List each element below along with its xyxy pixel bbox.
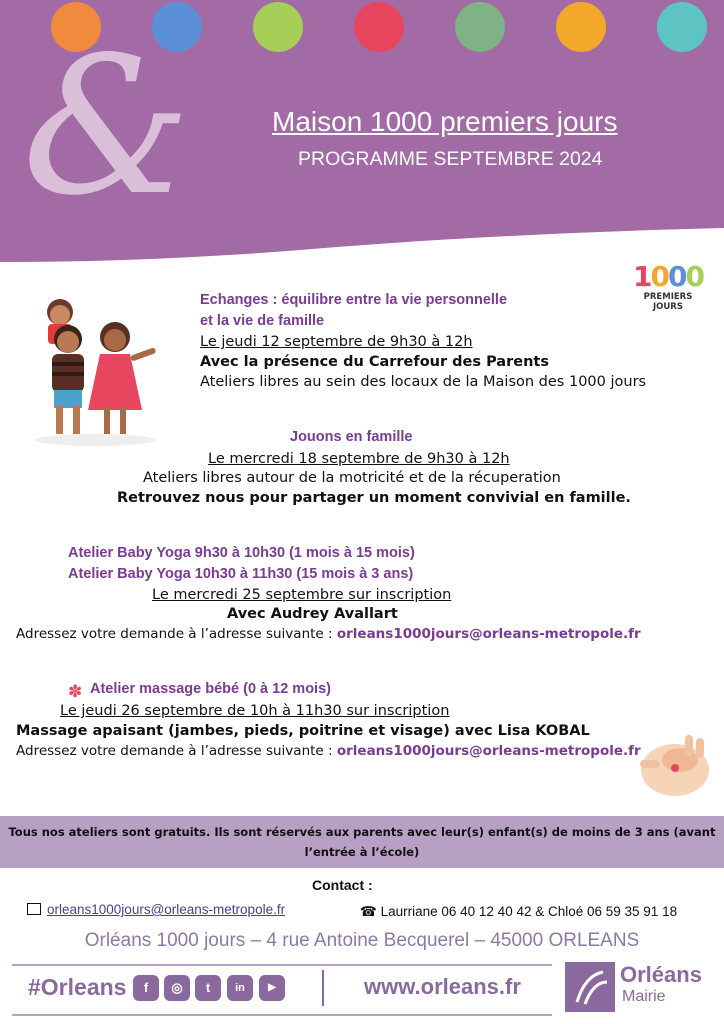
event2-date: Le mercredi 18 septembre de 9h30 à 12h [208, 451, 510, 467]
event3-email-link[interactable]: orleans1000jours@orleans-metropole.fr [336, 626, 641, 642]
event3-title-line1: Atelier Baby Yoga 9h30 à 10h30 (1 mois à 15 mois) [68, 545, 415, 561]
page-title: Maison 1000 premiers jours [272, 106, 618, 137]
event4-address-line [16, 743, 641, 759]
youtube-icon[interactable]: ▶ [259, 975, 285, 1001]
flower-icon: ✽ [68, 682, 83, 702]
event3-detail1: Avec Audrey Avallart [227, 606, 398, 622]
event1-title-line2: et la vie de famille [200, 313, 325, 329]
event4-email-link[interactable]: orleans1000jours@orleans-metropole.fr [336, 743, 641, 759]
event1-detail1: Avec la présence du Carrefour des Parents [200, 354, 549, 370]
brand-line1: Orléans [620, 962, 702, 987]
contact-phone-row [360, 904, 677, 920]
ampersand-logo: & [22, 16, 192, 237]
decor-dot-sage [455, 2, 505, 52]
twitter-icon[interactable]: t [195, 975, 221, 1001]
hashtag-orleans: #Orleans [28, 974, 127, 1000]
logo-line1: PREMIERS [643, 292, 693, 302]
event4-detail1: Massage apaisant (jambes, pieds, poitrine et visage) avec Lisa KOBAL [16, 723, 590, 739]
orleans-mairie-logo-mark [565, 962, 615, 1012]
phone-icon: ☎ [360, 904, 377, 919]
brand-line2: Mairie [622, 988, 666, 1005]
event2-detail1: Ateliers libres autour de la motricité et de la récuperation [143, 470, 561, 486]
postal-address: Orléans 1000 jours – 4 rue Antoine Becquerel – 45000 ORLEANS [84, 930, 640, 951]
logo-number: 1000 [633, 260, 703, 293]
contact-email-link[interactable]: orleans1000jours@orleans-metropole.fr [47, 902, 286, 917]
event2-detail2: Retrouvez nous pour partager un moment convivial en famille. [117, 490, 631, 506]
event3-address-prefix: Adressez votre demande à l’adresse suivante : [16, 626, 337, 642]
footer-separator [322, 970, 324, 1006]
event4-address-prefix: Adressez votre demande à l’adresse suivante : [16, 743, 337, 759]
decor-dot-teal [657, 2, 707, 52]
1000-premiers-jours-logo [630, 262, 706, 332]
contact-email-row [27, 902, 285, 917]
instagram-icon[interactable]: ◎ [164, 975, 190, 1001]
free-workshops-notice: Tous nos ateliers sont gratuits. Ils sont réservés aux parents avec leur(s) enfant(s) de moins de 3 ans (avant l’entrée à l’école) [0, 816, 724, 868]
event4-date: Le jeudi 26 septembre de 10h à 11h30 sur inscription [60, 703, 450, 719]
website-link[interactable]: www.orleans.fr [364, 974, 521, 999]
contact-phones: Laurriane 06 40 12 40 42 & Chloé 06 59 35 91 18 [380, 904, 678, 919]
event3-title-line2: Atelier Baby Yoga 10h30 à 11h30 (15 mois à 3 ans) [68, 566, 414, 582]
contact-label: Contact : [312, 877, 373, 893]
footer-divider-top [12, 964, 552, 966]
event1-detail2: Ateliers libres au sein des locaux de la Maison des 1000 jours [200, 374, 647, 390]
decor-dot-red [354, 2, 404, 52]
orleans-mairie-logo-text [620, 964, 702, 1008]
baby-massage-illustration [630, 720, 714, 804]
event1-title-line1: Echanges : équilibre entre la vie personnelle [200, 292, 508, 308]
event3-address-line [16, 626, 641, 642]
page-subtitle: PROGRAMME SEPTEMBRE 2024 [298, 148, 603, 170]
decor-dot-green [253, 2, 303, 52]
event4-title: Atelier massage bébé (0 à 12 mois) [90, 681, 331, 697]
mail-icon [27, 903, 41, 915]
facebook-icon[interactable]: f [133, 975, 159, 1001]
children-illustration [20, 282, 170, 452]
event2-title: Jouons en famille [290, 429, 413, 445]
header-banner [0, 0, 724, 262]
event1-date: Le jeudi 12 septembre de 9h30 à 12h [200, 334, 473, 350]
decor-dot-yellow [556, 2, 606, 52]
linkedin-icon[interactable]: in [227, 975, 253, 1001]
event3-date: Le mercredi 25 septembre sur inscription [152, 587, 452, 603]
footer-divider-bottom [12, 1014, 552, 1016]
logo-line2: JOURS [653, 302, 683, 312]
